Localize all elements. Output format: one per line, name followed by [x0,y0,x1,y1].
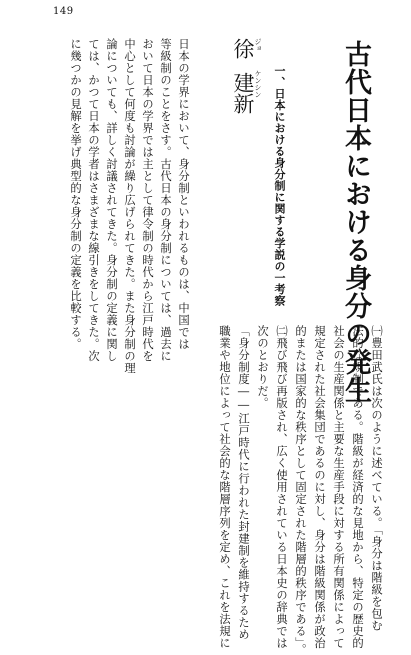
lower-text-column: 社会の生産関係と主要な生産手段に対する所有関係によって [332,325,345,649]
author-family-name: 徐 [231,38,255,59]
lower-text-column: 的または国家的な秩序として固定された階層的秩序である」。 [294,325,307,655]
lower-text-column: 「身分制度――江戸時代に行われた封建制を維持するため [237,325,250,641]
upper-text-column: に幾つかの見解を挙げ典型的な身分制の定義を比較する。 [69,38,82,350]
lower-text-column: ㈡飛び飛び再版され、広く使用されている日本史の辞典では [275,325,288,649]
lower-text-column: 次のとおりだ。 [256,325,269,409]
upper-text-column: おいて日本の学界では主として律令制の時代から江戸時代を [141,38,154,362]
upper-text-column: 日本の学界において、身分制といわれるものは、中国では [177,38,190,350]
upper-text-column: 等級制のことをさす。古代日本の身分制については、過去に [159,38,172,362]
article-title: 古代日本における身分の発生 [340,40,371,404]
author-given-name: 建新 [231,72,255,114]
lower-text-column: 規定された社会集団であるのに対し、身分は階級関係が政治 [313,325,326,649]
lower-text-column: 職業や地位によって社会的な階層序列を定め、これを法規に [218,325,231,649]
lower-text-column: ㈠豊田武氏は次のように述べている。「身分は階級を包む [370,325,383,632]
upper-text-column: 論についても、詳しく討議されてきた。身分制の定義に関し [105,38,118,362]
upper-text-column: ては、かつて日本の学者はさまざまな線引きをしてきた。次 [87,38,100,362]
lower-text-column: 法的な規制である。階級が経済的な見地から、特定の歴史的 [351,325,364,649]
upper-text-column: 中心として何度も討論が繰り広げられてきた。また身分制の理 [123,38,136,374]
page-number: 149 [53,6,74,17]
section-heading: 一、日本における身分制に関する学説の一考察 [273,65,286,307]
author-family-reading: ジョ [254,38,262,52]
author-given-reading: ケンシン [254,70,262,98]
